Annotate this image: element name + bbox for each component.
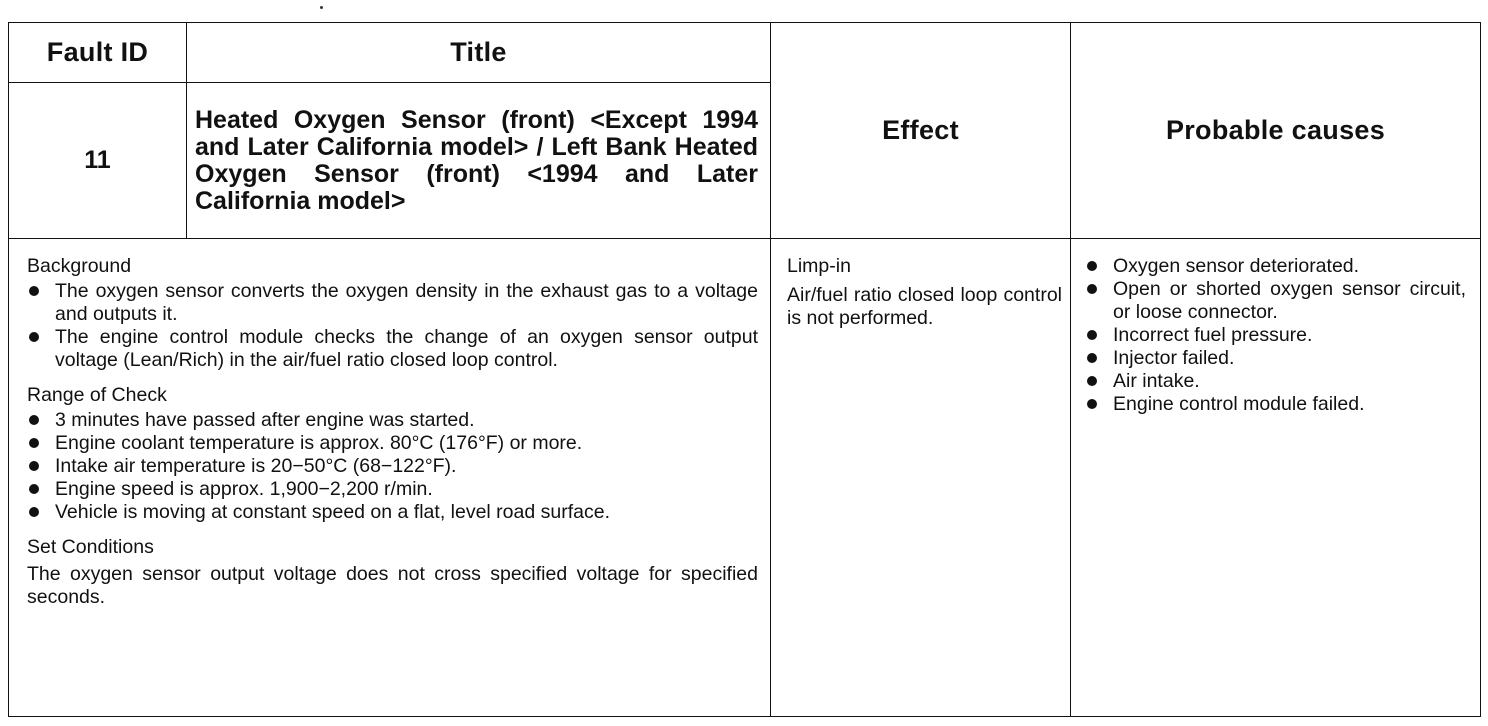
bullet-icon: [1087, 284, 1097, 294]
background-cell: [9, 239, 771, 717]
bullet-icon: [29, 438, 39, 448]
bullet-icon: [29, 507, 39, 517]
fault-id-header: Fault ID: [9, 23, 187, 83]
set-conditions-heading: Set Conditions: [27, 536, 154, 558]
list-item: Oxygen sensor deteriorated.: [1085, 255, 1466, 278]
set-conditions-text: The oxygen sensor output voltage does not cross specified voltage for specified seconds.: [27, 563, 758, 608]
effect-text: Air/fuel ratio closed loop control is not performed.: [787, 284, 1062, 329]
detail-row: [9, 239, 1481, 717]
range-of-check-list: [27, 409, 758, 524]
background-heading: Background: [27, 255, 132, 277]
effect-heading: Limp-in: [787, 255, 851, 277]
fault-title: Heated Oxygen Sensor (front) <Except 1994 and Later California model> / Left Bank Heated Oxygen Sensor (front) <1994 and Later California model>: [187, 83, 771, 239]
bullet-icon: [29, 484, 39, 494]
background-list: [27, 280, 758, 372]
bullet-icon: [29, 332, 39, 342]
list-item: Engine coolant temperature is approx. 80°C (176°F) or more.: [27, 432, 758, 455]
list-item: Engine control module failed.: [1085, 393, 1466, 416]
bullet-icon: [29, 461, 39, 471]
range-of-check-heading: Range of Check: [27, 384, 167, 406]
bullet-icon: [29, 415, 39, 425]
bullet-icon: [1087, 353, 1097, 363]
list-item: Air intake.: [1085, 370, 1466, 393]
title-header: Title: [187, 23, 771, 83]
fault-sheet: [8, 22, 1480, 717]
list-item: Incorrect fuel pressure.: [1085, 324, 1466, 347]
bullet-icon: [1087, 261, 1097, 271]
fault-table: [8, 22, 1481, 717]
list-item: Intake air temperature is 20−50°C (68−122°F).: [27, 455, 758, 478]
effect-cell: [771, 239, 1071, 717]
list-item: The oxygen sensor converts the oxygen density in the exhaust gas to a voltage and outputs it.: [27, 280, 758, 326]
list-item: Open or shorted oxygen sensor circuit, or loose connector.: [1085, 278, 1466, 324]
list-item: Injector failed.: [1085, 347, 1466, 370]
bullet-icon: [1087, 330, 1097, 340]
list-item: Engine speed is approx. 1,900−2,200 r/min.: [27, 478, 758, 501]
list-item: Vehicle is moving at constant speed on a flat, level road surface.: [27, 501, 758, 524]
bullet-icon: [1087, 376, 1097, 386]
bullet-icon: [29, 286, 39, 296]
scan-speck: [320, 6, 323, 9]
fault-id-value: 11: [9, 83, 187, 239]
probable-causes-list: [1085, 255, 1466, 416]
probable-causes-cell: [1071, 239, 1481, 717]
bullet-icon: [1087, 399, 1097, 409]
list-item: 3 minutes have passed after engine was started.: [27, 409, 758, 432]
effect-header: Effect: [771, 23, 1071, 239]
header-row: [9, 23, 1481, 83]
probable-causes-header: Probable causes: [1071, 23, 1481, 239]
list-item: The engine control module checks the change of an oxygen sensor output voltage (Lean/Rich) in the air/fuel ratio closed loop control.: [27, 326, 758, 372]
